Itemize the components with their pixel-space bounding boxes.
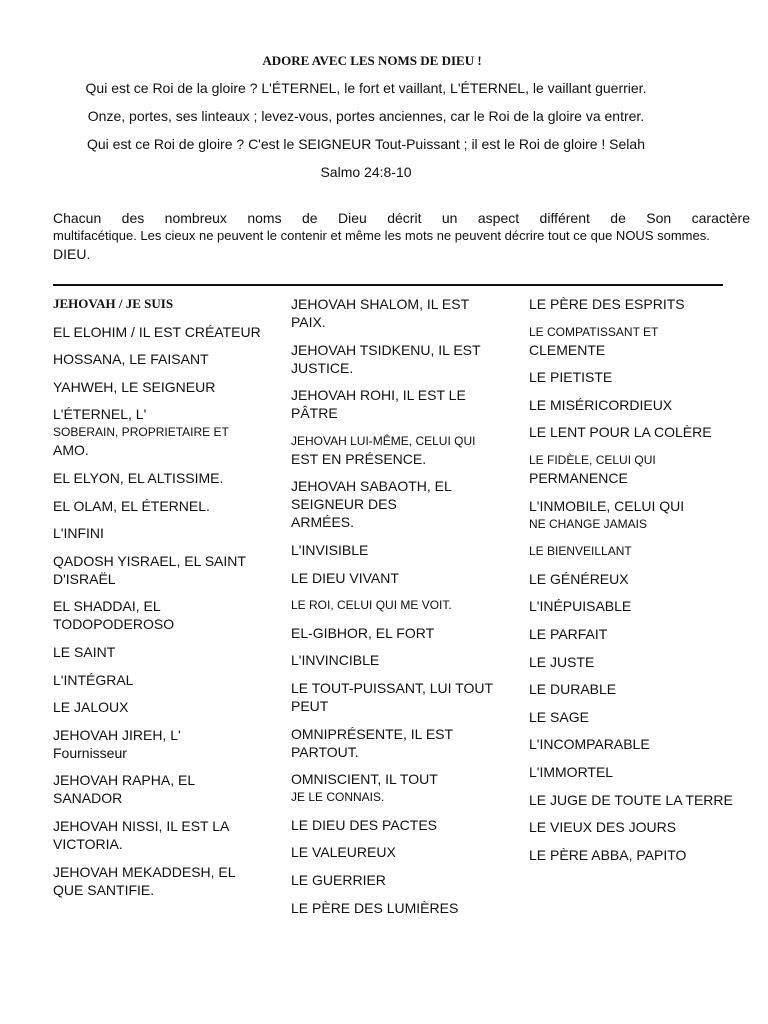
name-entry [53,405,263,459]
intro-line-3: DIEU. [53,246,91,262]
name-entry [291,624,501,642]
name-entry-text: JEHOVAH SABAOTH, EL SEIGNEUR DES [291,478,452,513]
name-entry [529,295,739,313]
name-entry [53,597,263,633]
name-entry-text: JEHOVAH SHALOM, IL EST PAIX. [291,296,469,330]
name-entry [291,651,501,669]
name-entry [53,524,263,542]
name-entry [291,341,501,377]
name-entry-text: LE LENT POUR LA COLÈRE [529,424,712,441]
name-entry-text: L'INTÉGRAL [53,671,134,688]
name-entry-text: L'INÉPUISABLE [529,598,632,615]
name-entry [529,846,739,864]
name-entry-text: LE GÉNÉREUX [529,570,629,587]
name-entry [291,477,501,531]
name-entry-text: L'INCOMPARABLE [529,736,650,753]
name-entry [291,386,501,422]
name-entry-text: EL ELYON, EL ALTISSIME. [53,469,224,486]
name-entry-small-text: SOBERAIN, PROPRIETAIRE ET [53,425,229,440]
name-entry [53,497,263,515]
name-entry-text: L'INVINCIBLE [291,652,380,669]
name-entry-text: LE PIETISTE [529,369,613,386]
name-entry-text: LE JUSTE [529,653,595,670]
name-entry-text: LE SAINT [53,643,116,660]
name-entry-text: YAHWEH, LE SEIGNEUR [53,378,216,395]
name-entry-text: LE PÈRE DES ESPRITS [529,296,685,312]
psalm-verse-1: Qui est ce Roi de la gloire ? L'ÉTERNEL, le fort et vaillant, L'ÉTERNEL, le vaillant guerrier. [85,80,647,96]
name-entry [529,791,739,809]
name-entry [529,368,739,386]
name-entry [529,763,739,781]
name-entry-text: LE VALEUREUX [291,844,396,861]
name-entry [291,295,501,331]
name-entry-text: LE MISÉRICORDIEUX [529,396,673,413]
name-entry [53,863,263,899]
page-title: ADORE AVEC LES NOMS DE DIEU ! [262,53,482,68]
name-entry-text: LE SAGE [529,708,589,725]
name-entry [291,432,501,468]
name-entry [291,725,501,761]
name-entry [53,295,263,313]
name-entry [291,569,501,587]
name-entry [53,323,263,341]
name-entry-text: JEHOVAH RAPHA, EL SANADOR [53,772,195,807]
name-entry-small-text: LE COMPATISSANT ET [529,324,659,339]
name-entry-text: LE DIEU VIVANT [291,569,399,586]
name-entry [291,843,501,861]
name-entry-small-text: LE ROI, CELUI QUI ME VOIT. [291,598,452,613]
name-entry-text: L'INMOBILE, CELUI QUI [529,497,685,514]
name-entry-small-text: LE BIENVEILLANT [529,544,632,559]
name-entry-continuation: PERMANENCE [529,469,628,486]
psalm-reference: Salmo 24:8-10 [320,164,412,180]
name-entry [53,378,263,396]
name-entry-text: JEHOVAH JIREH, L' [53,726,181,743]
name-entry-continuation: Fournisseur [53,744,127,761]
name-entry-text: EL-GIBHOR, EL FORT [291,624,435,641]
name-entry-text: JEHOVAH MEKADDESH, EL QUE SANTIFIE. [53,863,236,898]
name-entry-small-text: JEHOVAH LUI-MÊME, CELUI QUI [291,433,476,448]
intro-line-2: multifacétique. Les cieux ne peuvent le contenir et même les mots ne peuvent décrire tout ce que NOUS sommes. [53,228,710,243]
name-entry [53,698,263,716]
name-entry-text: EL SHADDAI, EL TODOPODEROSO [53,598,175,633]
name-entry [529,818,739,836]
name-entry [529,708,739,726]
name-entry [291,679,501,715]
name-entry [53,552,263,588]
name-entry [529,396,739,414]
name-entry-text: OMNISCIENT, IL TOUT [291,771,438,788]
name-entry-text: HOSSANA, LE FAISANT [53,351,209,368]
name-entry-text: LE DURABLE [529,681,617,698]
name-entry [529,323,739,359]
name-entry [529,680,739,698]
name-entry-text: LE PARFAIT [529,625,608,642]
name-entry [529,570,739,588]
name-entry-continuation: AMO. [53,442,89,459]
name-entry [529,451,739,487]
name-entry [529,625,739,643]
name-entry-text: EL OLAM, EL ÉTERNEL. [53,497,210,514]
psalm-verse-2: Onze, portes, ses linteaux ; levez-vous, portes anciennes, car le Roi de la gloire va entrer. [87,108,645,124]
name-entry [53,771,263,807]
name-entry [53,469,263,487]
name-entry-text: L'INVISIBLE [291,541,369,558]
name-entry-text: OMNIPRÉSENTE, IL EST PARTOUT. [291,725,453,760]
name-entry-text: LE JUGE DE TOUTE LA TERRE [529,791,733,808]
name-entry [529,423,739,441]
name-entry-text: L'ÉTERNEL, L' [53,406,147,423]
name-entry-text: JEHOVAH NISSI, IL EST LA VICTORIA. [53,817,229,852]
name-entry-text: LE DIEU DES PACTES [291,816,438,833]
names-column-3 [529,295,739,873]
name-entry [53,726,263,762]
name-entry [529,497,739,533]
name-entry [529,735,739,753]
name-entry [529,542,739,560]
name-entry [291,770,501,806]
name-entry [53,671,263,689]
name-entry-text: LE VIEUX DES JOURS [529,819,677,836]
name-entry-continuation: EST EN PRÉSENCE. [291,450,427,467]
name-entry [291,899,501,917]
name-entry-text: LE GUERRIER [291,871,386,888]
name-entry [291,871,501,889]
section-divider [53,284,723,286]
name-entry [529,597,739,615]
name-entry-text: LE JALOUX [53,699,129,716]
name-entry [53,350,263,368]
name-entry [291,541,501,559]
psalm-verse-3: Qui est ce Roi de gloire ? C'est le SEIGNEUR Tout-Puissant ; il est le Roi de gloire ! Selah [86,136,645,152]
name-entry-text: L'INFINI [53,525,104,542]
name-entry-small-text: LE FIDÈLE, CELUI QUI [529,452,656,467]
name-entry-small-text: NE CHANGE JAMAIS [529,516,648,531]
name-entry-text: JEHOVAH / JE SUIS [53,296,174,311]
name-entry [53,643,263,661]
names-column-2 [291,295,501,926]
name-entry-text: LE PÈRE ABBA, PAPITO [529,846,687,863]
name-entry-text: L'IMMORTEL [529,763,614,780]
name-entry-text: LE TOUT-PUISSANT, LUI TOUT PEUT [291,679,493,714]
names-column-1 [53,295,263,908]
name-entry-text: JEHOVAH ROHI, IL EST LE PÂTRE [291,387,466,422]
name-entry [291,816,501,834]
name-entry-text: LE PÈRE DES LUMIÈRES [291,899,459,916]
name-entry [291,596,501,614]
name-entry-small-text: JE LE CONNAIS. [291,790,385,805]
name-entry [529,653,739,671]
intro-line-1: Chacun des nombreux noms de Dieu décrit un aspect différent de Son caractère [53,210,750,226]
intro-paragraph [53,209,750,263]
name-entry [53,817,263,853]
name-entry-text: QADOSH YISRAEL, EL SAINT D'ISRAËL [53,552,246,587]
name-entry-text: JEHOVAH TSIDKENU, IL EST JUSTICE. [291,341,481,376]
name-entry-continuation: CLEMENTE [529,341,606,358]
name-entry-continuation: ARMÉES. [291,514,355,531]
name-entry-text: EL ELOHIM / IL EST CRÉATEUR [53,323,261,340]
